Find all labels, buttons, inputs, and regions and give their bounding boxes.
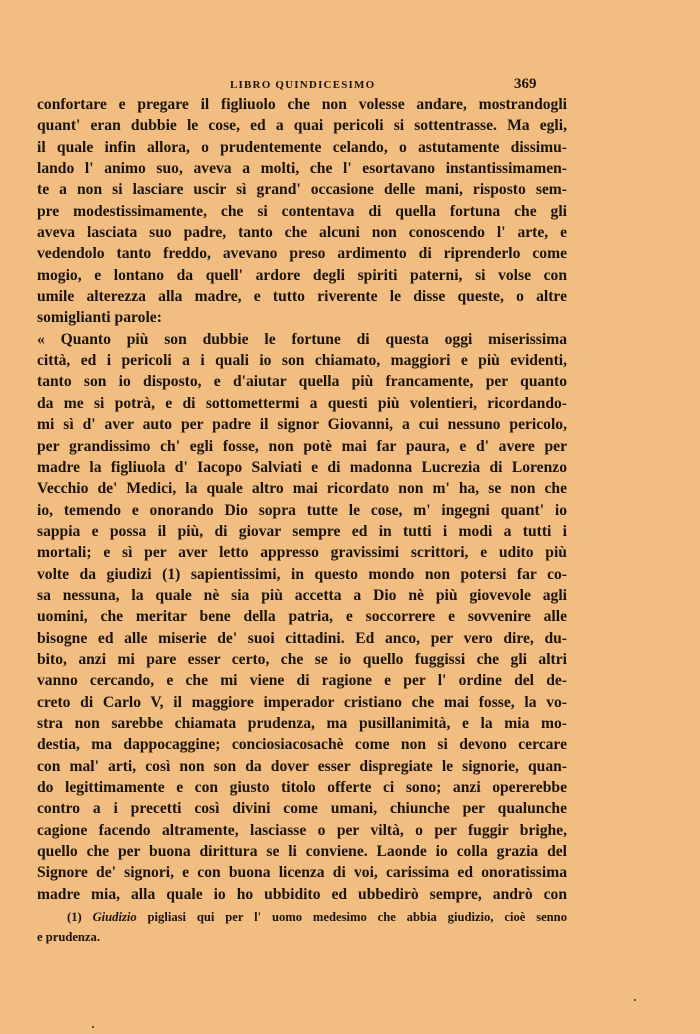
text-line: somiglianti parole: [37, 309, 162, 327]
paper-speck [92, 1026, 94, 1028]
text-line: volte da giudizi (1) sapientissimi, in questo mondo non potersi far co- [37, 565, 567, 583]
text-line: tanto son io disposto, e d'aiutar quella più francamente, per quanto [37, 373, 567, 391]
text-line: io, temendo e onorando Dio sopra tutte le cose, m' ingegni quant' io [37, 501, 567, 519]
text-line: destia, ma dappocaggine; conciosiacosachè come non si devono cercare [37, 736, 567, 754]
text-line: bisogne ed alle miserie de' suoi cittadini. Ed anco, per vero dire, du- [37, 629, 567, 647]
footnote [37, 907, 567, 947]
text-line: sa nessuna, la quale nè sia più accetta a Dio nè più giovevole agli [37, 586, 567, 604]
page-header [0, 76, 700, 96]
text-line: Signore de' signori, e con buona licenza di voi, carissima ed onoratissima [37, 864, 567, 882]
text-line: lando l' animo suo, aveva a molti, che l' esortavano instantissimamen- [37, 160, 567, 178]
text-line: creto di Carlo V, il maggiore imperador cristiano che mai fosse, la vo- [37, 693, 567, 711]
text-line: te a non si lasciare uscir sì grand' occasione delle mani, risposto sem- [37, 181, 567, 199]
text-line: il quale infin allora, o prudentemente celando, o astutamente dissimu- [37, 138, 567, 156]
page-number: 369 [514, 76, 537, 92]
running-title: LIBRO QUINDICESIMO [230, 79, 376, 91]
body-text [37, 94, 567, 905]
text-line: aveva lasciata suo padre, tanto che alcuni non conoscendo l' arte, e [37, 224, 567, 242]
text-line: stra non sarebbe chiamata prudenza, ma pusillanimità, e la mia mo- [37, 714, 567, 732]
text-line: quello che per buona dirittura se li conviene. Laonde io colla grazia del [37, 843, 567, 861]
text-line: mogio, e lontano da quell' ardore degli spiriti paterni, si volse con [37, 266, 567, 284]
text-line: do legittimamente e con giusto titolo offerte ci sono; anzi opererebbe [37, 779, 567, 796]
text-line: mortali; e sì per aver letto appresso gravissimi scrittori, e udito più [37, 544, 567, 562]
text-line: cagione facendo altramente, lasciasse o per viltà, o per fuggir brighe, [37, 821, 567, 839]
footnote-marker: (1) [67, 910, 82, 924]
text-line: confortare e pregare il figliuolo che non volesse andare, mostrandogli [37, 96, 567, 113]
text-line: umile alterezza alla madre, e tutto riverente le disse queste, o altre [37, 288, 567, 306]
paper-speck [634, 999, 636, 1001]
text-line: con mal' arti, così non son da dover esser dispregiate le signorie, quan- [37, 757, 567, 775]
text-line: sappia e possa il più, di giovar sempre ed in tutti i modi a tutti i [37, 522, 567, 540]
text-line: madre la figliuola d' Iacopo Salviati e di madonna Lucrezia di Lorenzo [37, 458, 567, 476]
text-line: per grandissimo ch' egli fosse, non potè mai far paura, e d' avere per [37, 437, 567, 455]
text-line: contro a i precetti così divini come umani, chiunche per qualunche [37, 800, 567, 818]
footnote-line [37, 907, 567, 927]
text-line: città, ed i pericoli a i quali io son chiamato, maggiori e più evidenti, [37, 352, 567, 370]
text-line: mi sì d' aver auto per padre il signor Giovanni, a cui nessuno pericolo, [37, 416, 567, 434]
text-line: madre mia, alla quale io ho ubbidito ed ubbedirò sempre, andrò con [37, 885, 567, 903]
text-line: « Quanto più son dubbie le fortune di questa oggi miserissima [37, 330, 567, 348]
text-line: uomini, che meritar bene della patria, e soccorrere e sovvenire alle [37, 608, 567, 626]
footnote-term: Giudizio [92, 910, 137, 924]
footnote-continuation: e prudenza. [37, 930, 100, 944]
text-line: vanno cercando, e che mi viene di ragione e per l' ordine del de- [37, 672, 567, 690]
text-line: bito, anzi mi pare esser certo, che se io quello fuggissi che gli altri [37, 650, 567, 668]
text-line: vedendolo tanto freddo, avevano preso ardimento di riprenderlo come [37, 245, 567, 263]
text-line: da me si potrà, e di sottomettermi a questi più volentieri, ricordando- [37, 394, 567, 412]
text-line: Vecchio de' Medici, la quale altro mai ricordato non m' ha, se non che [37, 480, 567, 498]
text-line: pre modestissimamente, che si contentava di quella fortuna che gli [37, 202, 567, 220]
text-line: quant' eran dubbie le cose, ed a quai pericoli si sottentrasse. Ma egli, [37, 117, 567, 135]
footnote-text: pigliasi qui per l' uomo medesimo che abbia giudizio, cioè senno [147, 910, 567, 924]
